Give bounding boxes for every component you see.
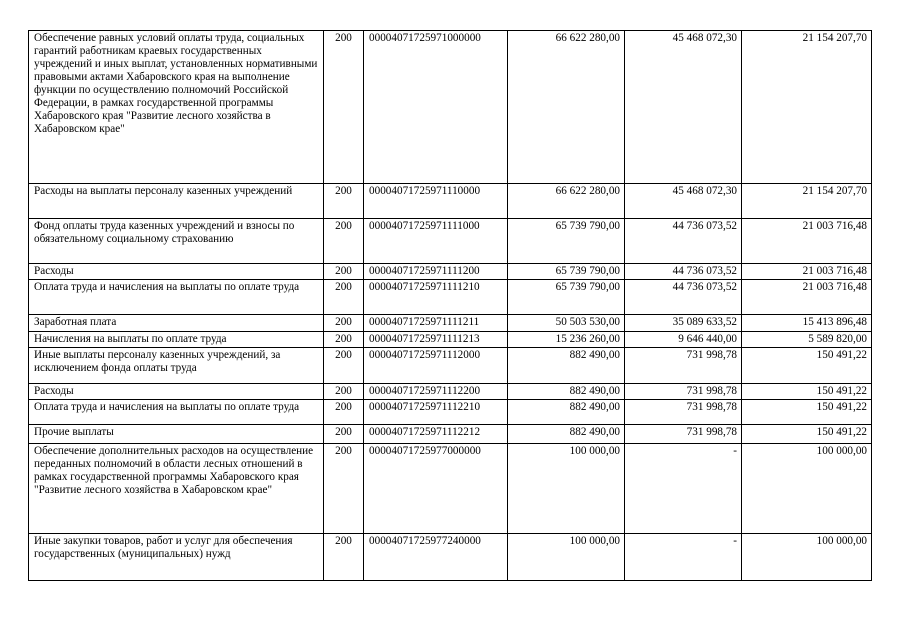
row-code-cell: 200 (324, 264, 364, 280)
row-unexecuted-cell: 15 413 896,48 (742, 315, 872, 332)
row-executed-cell: 731 998,78 (625, 384, 742, 400)
row-executed-cell: - (625, 444, 742, 534)
table-row (29, 348, 872, 384)
row-approved-cell: 882 490,00 (508, 348, 625, 384)
row-unexecuted-cell: 5 589 820,00 (742, 332, 872, 348)
table-body (29, 31, 872, 581)
table-row (29, 400, 872, 425)
row-name-cell: Заработная плата (29, 315, 324, 332)
row-executed-cell: 44 736 073,52 (625, 280, 742, 315)
row-approved-cell: 65 739 790,00 (508, 264, 625, 280)
table-row (29, 219, 872, 264)
row-kbk-cell: 00004071725971112200 (364, 384, 508, 400)
row-name-cell: Начисления на выплаты по оплате труда (29, 332, 324, 348)
row-code-cell: 200 (324, 31, 364, 184)
row-unexecuted-cell: 21 154 207,70 (742, 31, 872, 184)
row-executed-cell: 45 468 072,30 (625, 31, 742, 184)
row-code-cell: 200 (324, 425, 364, 444)
table-row (29, 384, 872, 400)
row-kbk-cell: 00004071725971112000 (364, 348, 508, 384)
row-kbk-cell: 00004071725971112210 (364, 400, 508, 425)
row-executed-cell: 731 998,78 (625, 348, 742, 384)
row-code-cell: 200 (324, 534, 364, 581)
row-executed-cell: 44 736 073,52 (625, 264, 742, 280)
row-kbk-cell: 00004071725971111000 (364, 219, 508, 264)
row-unexecuted-cell: 21 003 716,48 (742, 219, 872, 264)
row-kbk-cell: 00004071725977240000 (364, 534, 508, 581)
row-approved-cell: 65 739 790,00 (508, 219, 625, 264)
row-executed-cell: 9 646 440,00 (625, 332, 742, 348)
table-row (29, 280, 872, 315)
row-name-cell: Обеспечение равных условий оплаты труда, социальных гарантий работникам краевых государственных учреждений и иных выплат, установленных нормативными правовыми актами Хабаровского края на выполнение функции по осуществлению полномочий Российской Федерации, в рамках государственной программы Хабаровского края "Развитие лесного хозяйства в Хабаровском крае" (29, 31, 324, 184)
row-kbk-cell: 00004071725971000000 (364, 31, 508, 184)
table-row (29, 425, 872, 444)
row-unexecuted-cell: 100 000,00 (742, 444, 872, 534)
row-kbk-cell: 00004071725977000000 (364, 444, 508, 534)
row-kbk-cell: 00004071725971111213 (364, 332, 508, 348)
row-approved-cell: 15 236 260,00 (508, 332, 625, 348)
row-kbk-cell: 00004071725971110000 (364, 184, 508, 219)
row-kbk-cell: 00004071725971111211 (364, 315, 508, 332)
row-name-cell: Расходы (29, 384, 324, 400)
row-unexecuted-cell: 150 491,22 (742, 400, 872, 425)
table-row (29, 264, 872, 280)
row-code-cell: 200 (324, 348, 364, 384)
row-unexecuted-cell: 21 154 207,70 (742, 184, 872, 219)
row-kbk-cell: 00004071725971111200 (364, 264, 508, 280)
row-code-cell: 200 (324, 219, 364, 264)
row-code-cell: 200 (324, 332, 364, 348)
row-executed-cell: 45 468 072,30 (625, 184, 742, 219)
table-row (29, 444, 872, 534)
row-executed-cell: 35 089 633,52 (625, 315, 742, 332)
row-approved-cell: 882 490,00 (508, 425, 625, 444)
table-row (29, 31, 872, 184)
expenditure-table (28, 30, 872, 581)
row-approved-cell: 66 622 280,00 (508, 184, 625, 219)
row-unexecuted-cell: 21 003 716,48 (742, 264, 872, 280)
row-unexecuted-cell: 150 491,22 (742, 425, 872, 444)
row-approved-cell: 50 503 530,00 (508, 315, 625, 332)
row-approved-cell: 65 739 790,00 (508, 280, 625, 315)
row-code-cell: 200 (324, 400, 364, 425)
row-name-cell: Расходы (29, 264, 324, 280)
row-kbk-cell: 00004071725971111210 (364, 280, 508, 315)
row-kbk-cell: 00004071725971112212 (364, 425, 508, 444)
row-code-cell: 200 (324, 280, 364, 315)
row-approved-cell: 882 490,00 (508, 384, 625, 400)
row-code-cell: 200 (324, 384, 364, 400)
row-unexecuted-cell: 21 003 716,48 (742, 280, 872, 315)
row-code-cell: 200 (324, 315, 364, 332)
table-row (29, 534, 872, 581)
row-name-cell: Фонд оплаты труда казенных учреждений и взносы по обязательному социальному страхованию (29, 219, 324, 264)
row-approved-cell: 882 490,00 (508, 400, 625, 425)
row-name-cell: Оплата труда и начисления на выплаты по оплате труда (29, 280, 324, 315)
row-approved-cell: 100 000,00 (508, 444, 625, 534)
row-name-cell: Оплата труда и начисления на выплаты по оплате труда (29, 400, 324, 425)
row-name-cell: Иные выплаты персоналу казенных учреждений, за исключением фонда оплаты труда (29, 348, 324, 384)
row-approved-cell: 100 000,00 (508, 534, 625, 581)
row-name-cell: Иные закупки товаров, работ и услуг для обеспечения государственных (муниципальных) нужд (29, 534, 324, 581)
row-approved-cell: 66 622 280,00 (508, 31, 625, 184)
row-code-cell: 200 (324, 444, 364, 534)
row-name-cell: Обеспечение дополнительных расходов на осуществление переданных полномочий в области лесных отношений в рамках государственной программы Хабаровского края "Развитие лесного хозяйства в Хабаровском крае" (29, 444, 324, 534)
table-row (29, 184, 872, 219)
row-code-cell: 200 (324, 184, 364, 219)
row-executed-cell: 731 998,78 (625, 425, 742, 444)
row-executed-cell: 44 736 073,52 (625, 219, 742, 264)
row-unexecuted-cell: 150 491,22 (742, 348, 872, 384)
row-unexecuted-cell: 100 000,00 (742, 534, 872, 581)
table-row (29, 315, 872, 332)
row-unexecuted-cell: 150 491,22 (742, 384, 872, 400)
row-executed-cell: - (625, 534, 742, 581)
row-name-cell: Прочие выплаты (29, 425, 324, 444)
row-name-cell: Расходы на выплаты персоналу казенных учреждений (29, 184, 324, 219)
row-executed-cell: 731 998,78 (625, 400, 742, 425)
table-row (29, 332, 872, 348)
